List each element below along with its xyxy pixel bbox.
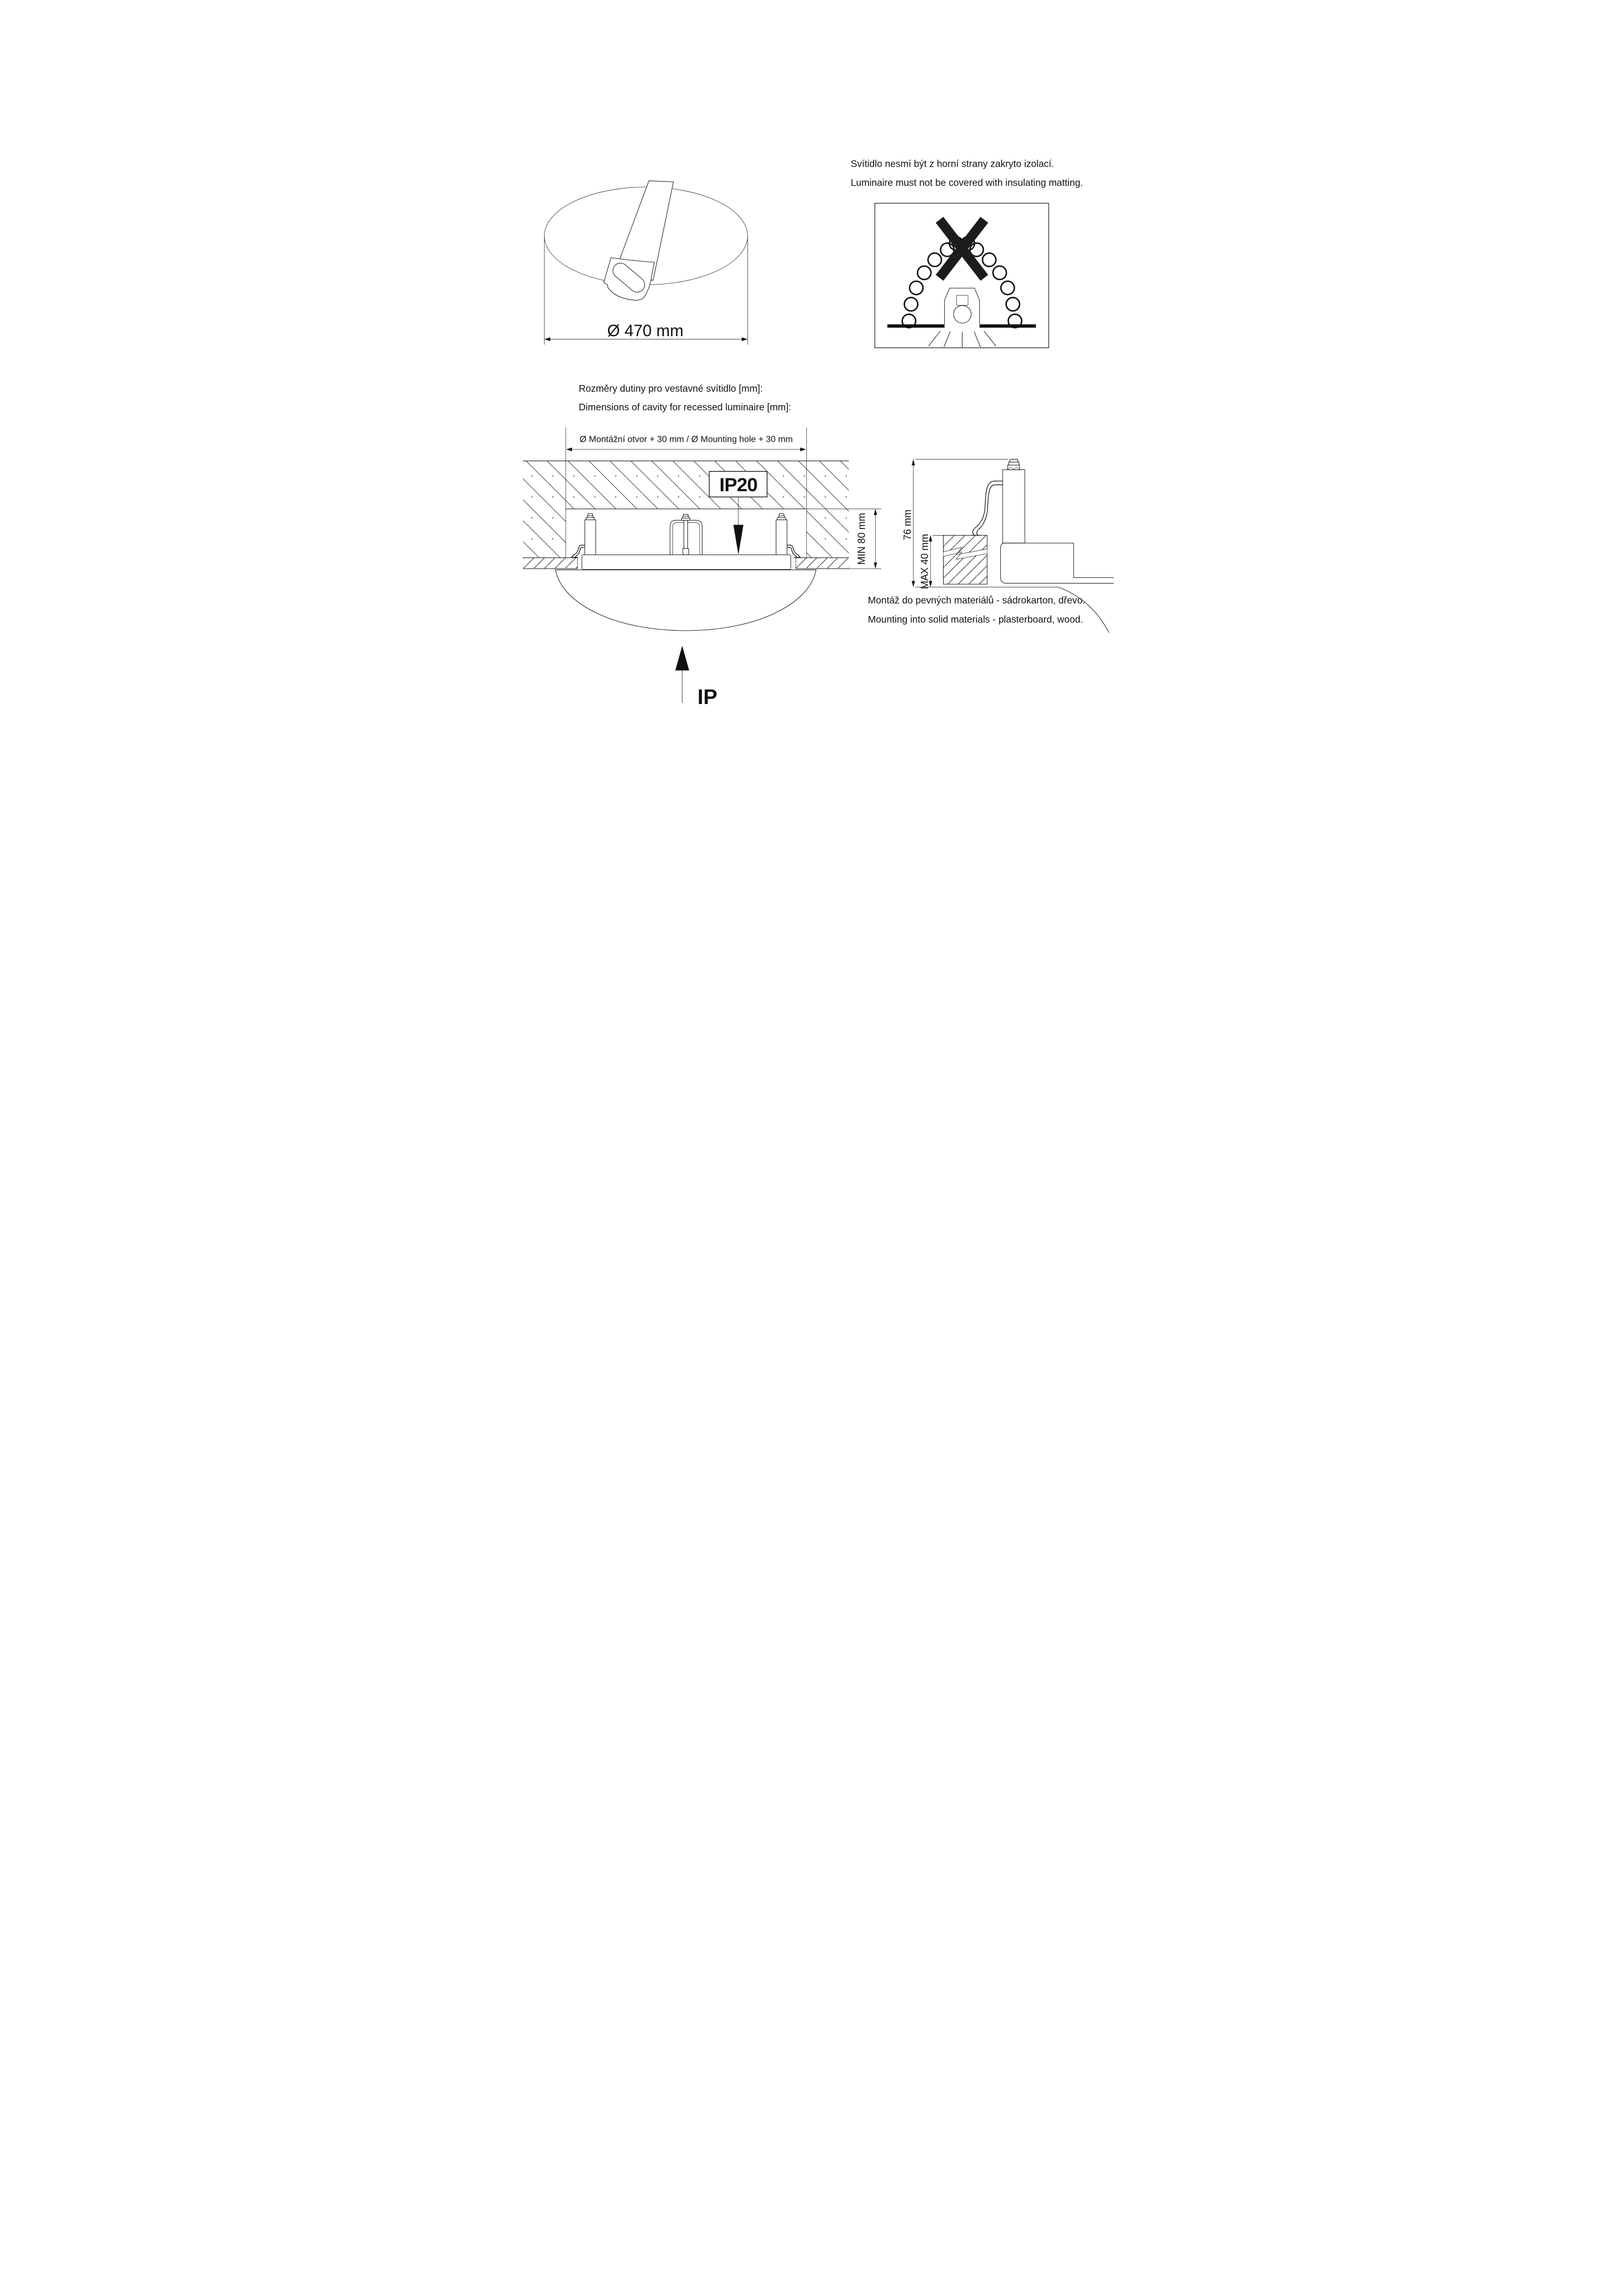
ip20-badge xyxy=(709,471,767,555)
diameter-label: Ø 470 mm xyxy=(607,321,684,340)
mounting-note-en: Mounting into solid materials - plasterboard, wood. xyxy=(867,613,1083,625)
mounting-hole-label: Ø Montážní otvor + 30 mm / Ø Mounting hole + 30 mm xyxy=(579,435,793,445)
max-thickness-dimension xyxy=(919,534,943,589)
ip-up-arrow xyxy=(675,646,689,703)
warning-text-en: Luminaire must not be covered with insulating matting. xyxy=(850,177,1083,188)
ip-label: IP xyxy=(697,685,717,708)
detail-spring-clip xyxy=(971,481,1002,536)
luminaire-installation-sheet xyxy=(505,0,1116,866)
ip20-pointer-arrow xyxy=(733,525,743,555)
cavity-heading-en: Dimensions of cavity for recessed luminaire [mm]: xyxy=(578,401,791,413)
mounting-post-right xyxy=(776,514,787,555)
total-height-label: 76 mm xyxy=(901,509,913,541)
min-depth-label: MIN 80 mm xyxy=(855,513,867,565)
warning-text-cs: Svítidlo nesmí být z horní strany zakryto izolací. xyxy=(850,158,1054,169)
detail-dome-curve xyxy=(1058,587,1109,633)
ceiling-board-right xyxy=(796,558,849,569)
mounting-hole-dimension xyxy=(566,435,806,452)
max-thickness-label: MAX 40 mm xyxy=(919,533,930,590)
edge-detail-figure xyxy=(902,460,1114,633)
mounting-bracket-center xyxy=(670,515,702,555)
ceiling-bar-left xyxy=(887,325,944,328)
detail-mounting-post xyxy=(1002,460,1025,543)
cavity-heading-cs: Rozměry dutiny pro vestavné svítidlo [mm]: xyxy=(578,383,763,395)
mounting-post-left xyxy=(585,514,596,555)
luminaire-base xyxy=(582,555,791,569)
no-insulation-cover-icon xyxy=(875,203,1049,348)
luminaire-dome xyxy=(555,570,816,631)
ceiling-bar-right xyxy=(979,325,1035,328)
recessed-lamp-icon xyxy=(944,288,979,324)
saw-cutout-figure xyxy=(544,181,747,345)
luminaire-flange xyxy=(1000,543,1114,583)
technical-drawing-canvas xyxy=(505,0,1116,866)
mounting-note-cs: Montáž do pevných materiálů - sádrokarton, dřevo. xyxy=(867,594,1085,606)
cavity-cross-section-figure xyxy=(523,427,881,708)
ceiling-board-left xyxy=(523,558,577,569)
plasterboard-block xyxy=(943,535,987,584)
ip20-label: IP20 xyxy=(719,474,757,496)
